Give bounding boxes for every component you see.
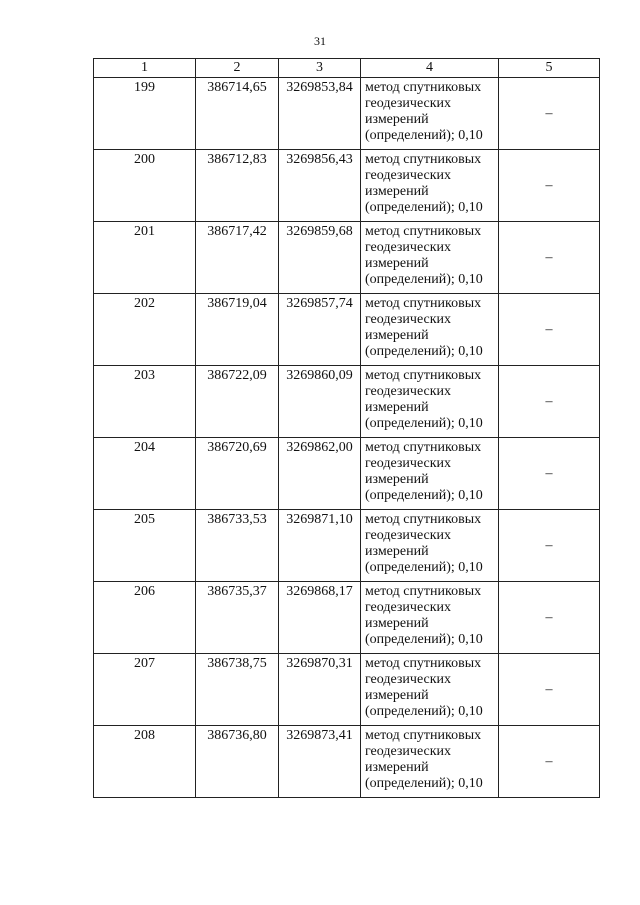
table-row	[94, 366, 600, 438]
y-coordinate-cell: 3269868,17	[279, 582, 361, 654]
method-cell	[361, 294, 499, 366]
col5-cell: –	[499, 222, 600, 294]
x-coordinate-cell: 386735,37	[196, 582, 279, 654]
y-coordinate-cell: 3269857,74	[279, 294, 361, 366]
method-line: измерений	[365, 256, 429, 271]
method-line: геодезических	[365, 240, 452, 255]
method-line: геодезических	[365, 528, 452, 543]
x-coordinate-cell: 386717,42	[196, 222, 279, 294]
method-line: (определений); 0,10	[365, 488, 483, 503]
coordinates-table	[93, 58, 600, 798]
point-number-cell: 203	[94, 366, 196, 438]
table-row	[94, 582, 600, 654]
header-col-2: 2	[196, 59, 279, 78]
method-line: геодезических	[365, 600, 452, 615]
point-number-cell: 201	[94, 222, 196, 294]
col5-cell: –	[499, 726, 600, 798]
header-col-4: 4	[361, 59, 499, 78]
method-line: (определений); 0,10	[365, 200, 483, 215]
method-line: геодезических	[365, 744, 452, 759]
method-line: геодезических	[365, 96, 452, 111]
method-line: (определений); 0,10	[365, 416, 483, 431]
method-line: геодезических	[365, 168, 452, 183]
x-coordinate-cell: 386712,83	[196, 150, 279, 222]
x-coordinate-cell: 386736,80	[196, 726, 279, 798]
point-number-cell: 204	[94, 438, 196, 510]
x-coordinate-cell: 386720,69	[196, 438, 279, 510]
method-cell	[361, 726, 499, 798]
method-line: геодезических	[365, 384, 452, 399]
method-line: измерений	[365, 184, 429, 199]
coordinates-table-container	[93, 58, 600, 798]
col5-cell: –	[499, 582, 600, 654]
table-row	[94, 150, 600, 222]
col5-cell: –	[499, 78, 600, 150]
method-cell	[361, 654, 499, 726]
method-line: метод спутниковых	[365, 728, 482, 743]
method-line: метод спутниковых	[365, 80, 482, 95]
method-line: измерений	[365, 616, 429, 631]
x-coordinate-cell: 386722,09	[196, 366, 279, 438]
method-line: метод спутниковых	[365, 296, 482, 311]
table-header-row	[94, 59, 600, 78]
method-line: измерений	[365, 328, 429, 343]
method-line: геодезических	[365, 672, 452, 687]
y-coordinate-cell: 3269853,84	[279, 78, 361, 150]
point-number-cell: 208	[94, 726, 196, 798]
method-line: геодезических	[365, 456, 452, 471]
x-coordinate-cell: 386719,04	[196, 294, 279, 366]
col5-cell: –	[499, 438, 600, 510]
col5-cell: –	[499, 510, 600, 582]
method-line: метод спутниковых	[365, 152, 482, 167]
point-number-cell: 205	[94, 510, 196, 582]
method-line: измерений	[365, 544, 429, 559]
method-line: метод спутниковых	[365, 440, 482, 455]
point-number-cell: 200	[94, 150, 196, 222]
method-cell	[361, 150, 499, 222]
method-line: метод спутниковых	[365, 368, 482, 383]
table-row	[94, 438, 600, 510]
x-coordinate-cell: 386714,65	[196, 78, 279, 150]
header-col-3: 3	[279, 59, 361, 78]
point-number-cell: 199	[94, 78, 196, 150]
point-number-cell: 207	[94, 654, 196, 726]
col5-cell: –	[499, 654, 600, 726]
method-line: (определений); 0,10	[365, 776, 483, 791]
table-row	[94, 726, 600, 798]
table-row	[94, 222, 600, 294]
method-line: метод спутниковых	[365, 512, 482, 527]
y-coordinate-cell: 3269871,10	[279, 510, 361, 582]
method-line: измерений	[365, 760, 429, 775]
point-number-cell: 202	[94, 294, 196, 366]
method-line: метод спутниковых	[365, 656, 482, 671]
method-cell	[361, 510, 499, 582]
table-row	[94, 510, 600, 582]
method-line: измерений	[365, 112, 429, 127]
method-line: (определений); 0,10	[365, 272, 483, 287]
y-coordinate-cell: 3269873,41	[279, 726, 361, 798]
method-line: (определений); 0,10	[365, 632, 483, 647]
col5-cell: –	[499, 294, 600, 366]
method-line: (определений); 0,10	[365, 704, 483, 719]
method-cell	[361, 366, 499, 438]
y-coordinate-cell: 3269856,43	[279, 150, 361, 222]
x-coordinate-cell: 386738,75	[196, 654, 279, 726]
table-row	[94, 294, 600, 366]
method-cell	[361, 582, 499, 654]
col5-cell: –	[499, 366, 600, 438]
method-line: метод спутниковых	[365, 584, 482, 599]
header-col-1: 1	[94, 59, 196, 78]
method-line: геодезических	[365, 312, 452, 327]
y-coordinate-cell: 3269870,31	[279, 654, 361, 726]
method-line: (определений); 0,10	[365, 560, 483, 575]
table-row	[94, 78, 600, 150]
table-row	[94, 654, 600, 726]
method-cell	[361, 222, 499, 294]
y-coordinate-cell: 3269860,09	[279, 366, 361, 438]
method-line: измерений	[365, 688, 429, 703]
method-line: измерений	[365, 400, 429, 415]
y-coordinate-cell: 3269859,68	[279, 222, 361, 294]
page-number: 31	[314, 34, 326, 48]
method-line: (определений); 0,10	[365, 344, 483, 359]
x-coordinate-cell: 386733,53	[196, 510, 279, 582]
y-coordinate-cell: 3269862,00	[279, 438, 361, 510]
header-col-5: 5	[499, 59, 600, 78]
col5-cell: –	[499, 150, 600, 222]
method-line: измерений	[365, 472, 429, 487]
method-line: (определений); 0,10	[365, 128, 483, 143]
point-number-cell: 206	[94, 582, 196, 654]
method-cell	[361, 78, 499, 150]
method-line: метод спутниковых	[365, 224, 482, 239]
method-cell	[361, 438, 499, 510]
